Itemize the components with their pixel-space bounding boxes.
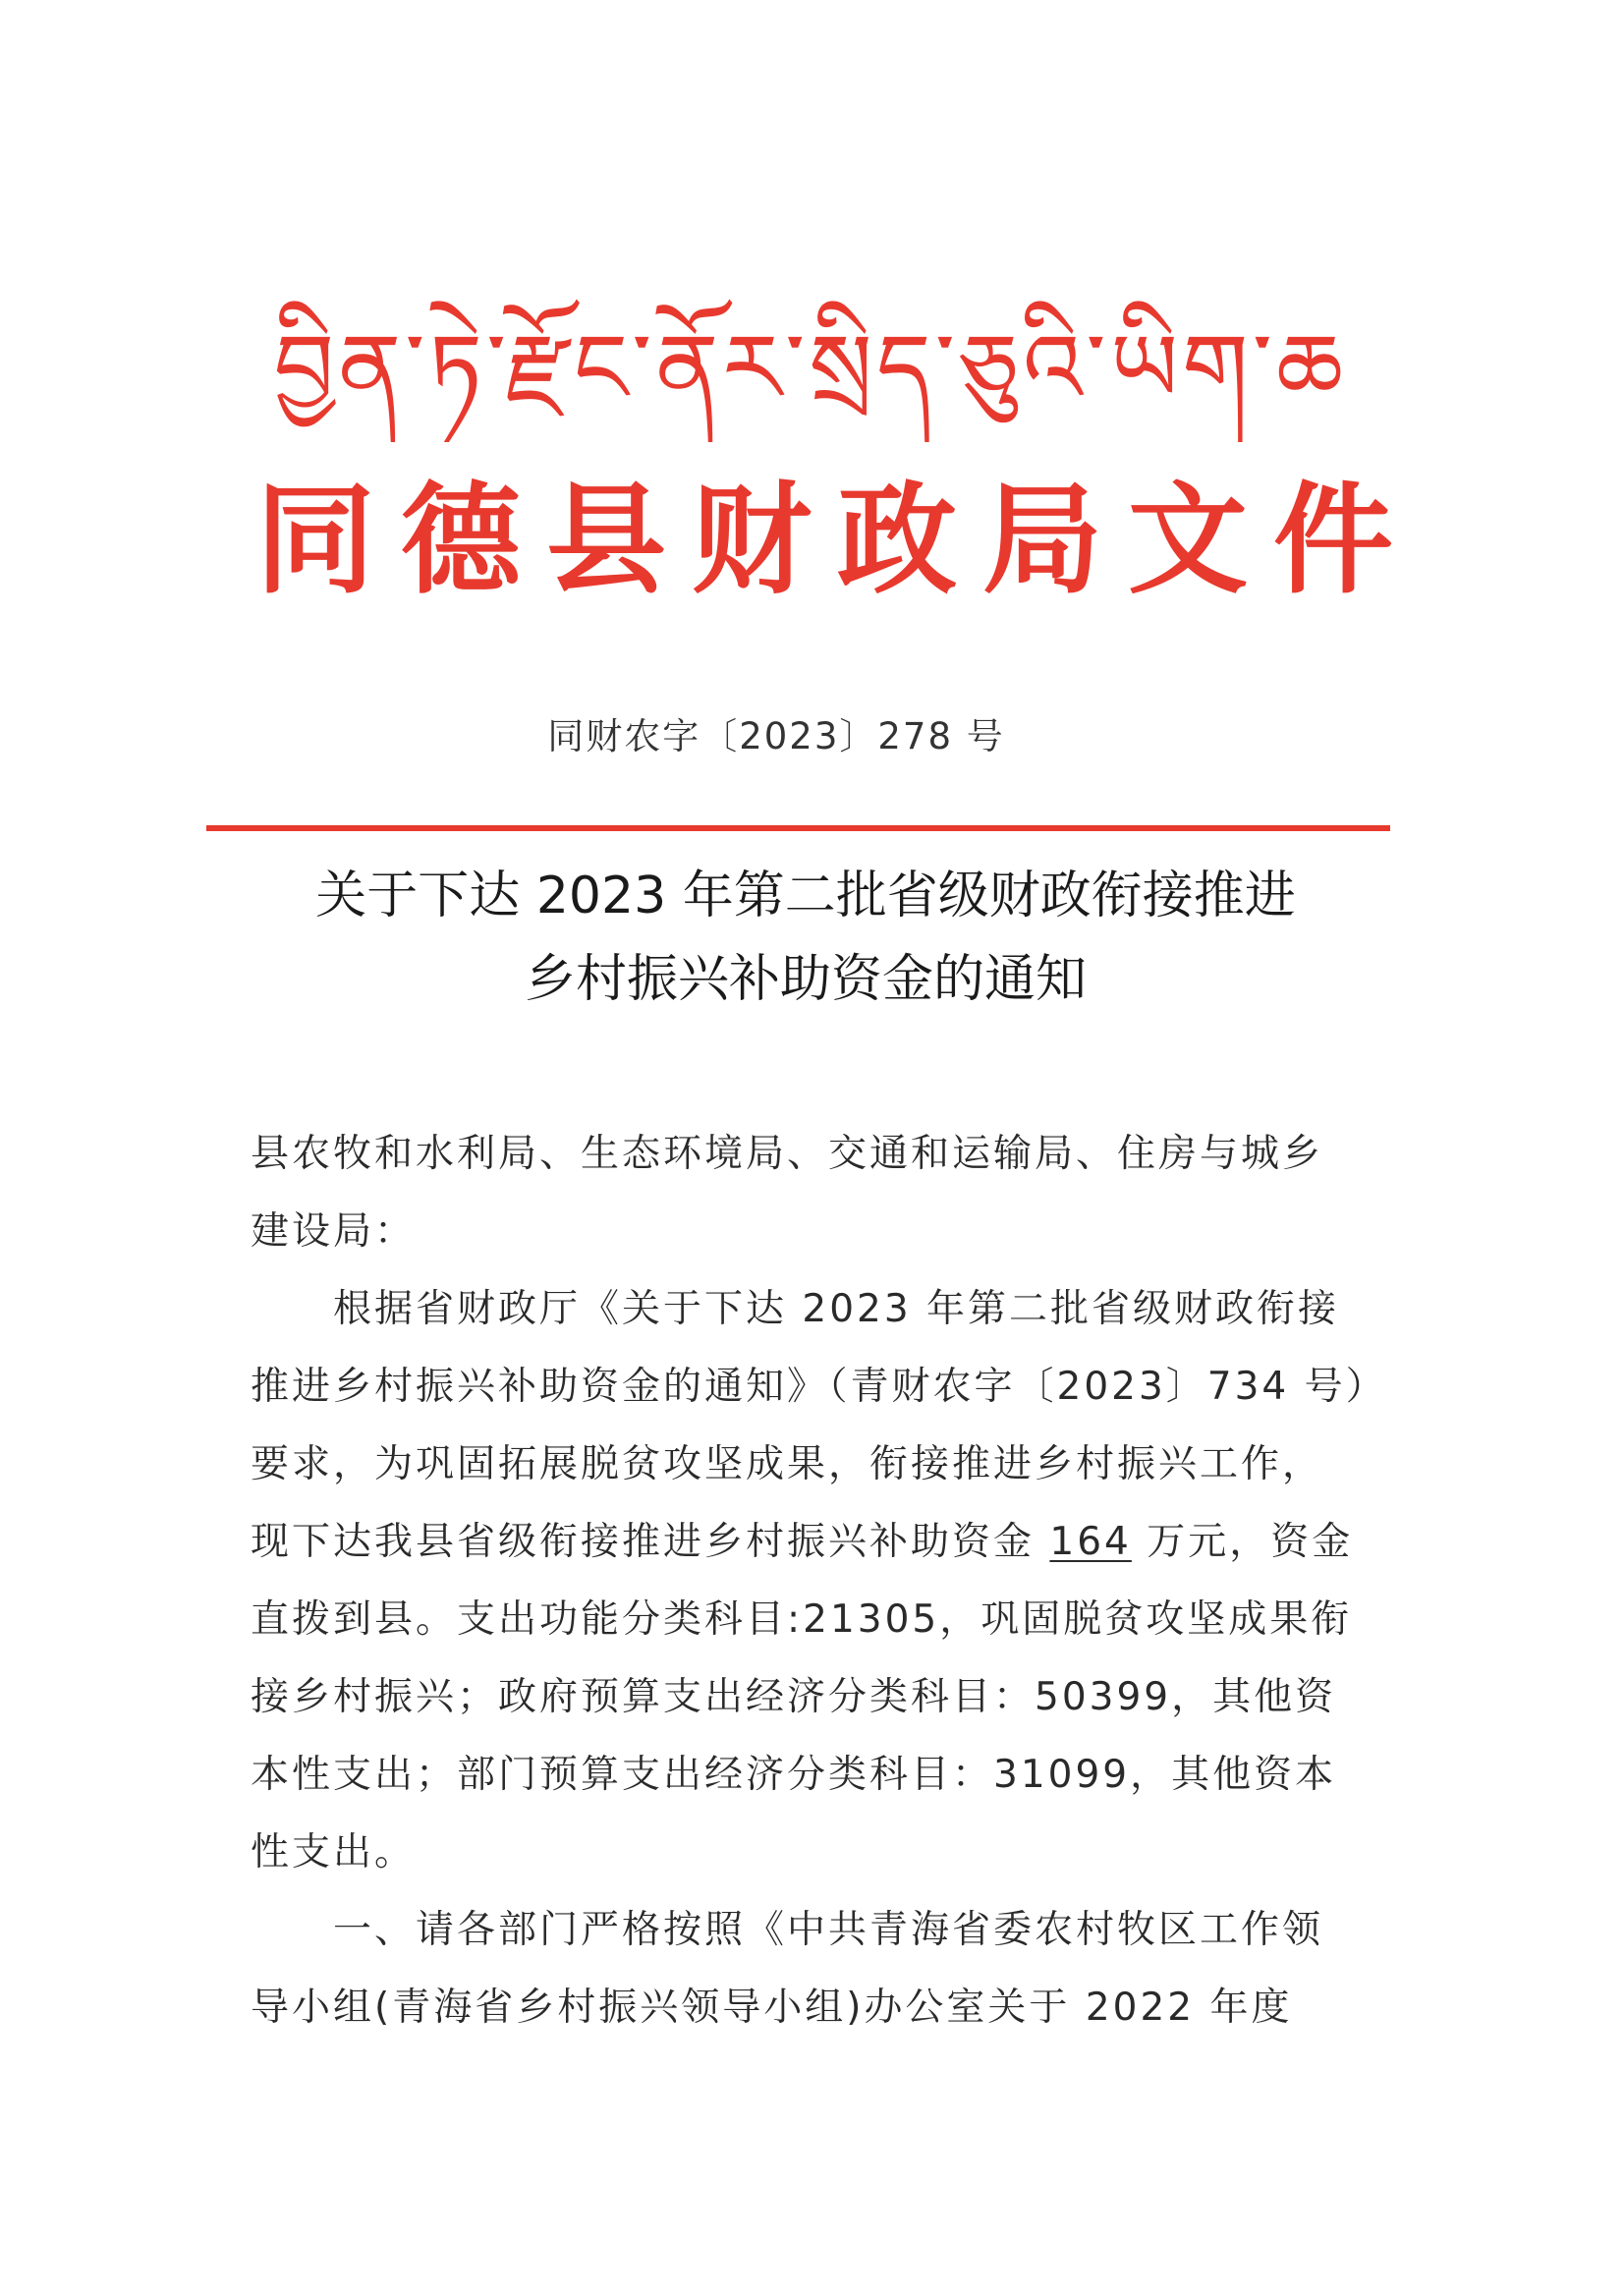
red-divider-line [206, 825, 1390, 831]
paragraph-line: 直拨到县。支出功能分类科目:21305，巩固脱贫攻坚成果衔 [251, 1597, 1353, 1642]
tibetan-header-title: བྱིན་ཏེ་རྫོང་ནོར་སྲིད་ཅུའི་ཡིག་ཆ [273, 313, 1348, 423]
paragraph-line: 性支出。 [251, 1830, 417, 1875]
paragraph-line: 推进乡村振兴补助资金的通知》（青财农字〔2023〕734 号） [251, 1365, 1387, 1409]
fund-amount: 164 [1049, 1520, 1132, 1564]
chinese-header-title: 同德县财政局文件 [255, 471, 1419, 610]
paragraph-line: 本性支出；部门预算支出经济分类科目：31099，其他资本 [251, 1753, 1337, 1797]
paragraph-text: 万元，资金 [1131, 1520, 1354, 1564]
paragraph-line: 要求，为巩固拓展脱贫攻坚成果，衔接推进乡村振兴工作， [251, 1442, 1324, 1486]
notice-body [251, 1115, 1387, 2046]
paragraph-line: 接乡村振兴；政府预算支出经济分类科目：50399，其他资 [251, 1675, 1337, 1719]
notice-title-line: 关于下达 2023 年第二批省级财政衔接推进 [315, 867, 1296, 925]
paragraph-line [251, 1503, 1380, 1581]
paragraph-line: 根据省财政厅《关于下达 2023 年第二批省级财政衔接 [333, 1287, 1340, 1331]
recipients-line: 建设局： [251, 1209, 417, 1254]
paragraph-line: 一、请各部门严格按照《中共青海省委农村牧区工作领 [333, 1908, 1324, 1952]
paragraph-line: 导小组(青海省乡村振兴领导小组)办公室关于 2022 年度 [251, 1986, 1293, 2030]
recipients-line: 县农牧和水利局、生态环境局、交通和运输局、住房与城乡 [251, 1132, 1324, 1176]
notice-title [196, 855, 1415, 1022]
document-number: 同财农字〔2023〕278 号 [547, 715, 1005, 757]
notice-title-line: 乡村振兴补助资金的通知 [524, 950, 1087, 1009]
paragraph-text: 现下达我县省级衔接推进乡村振兴补助资金 [251, 1520, 1050, 1564]
